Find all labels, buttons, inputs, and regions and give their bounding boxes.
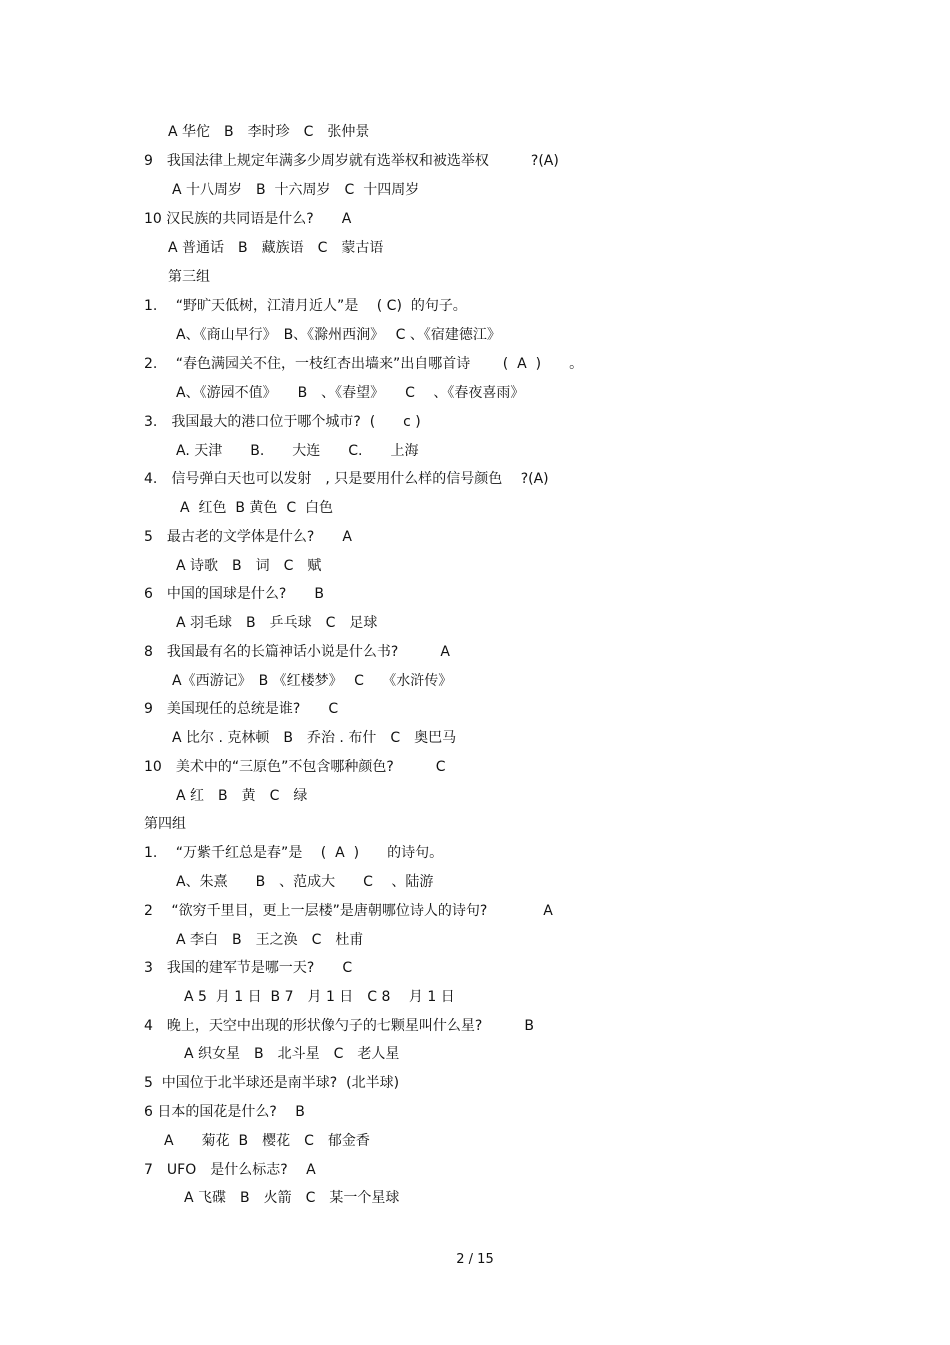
question-line: 8 我国最有名的长篇神话小说是什么书? A bbox=[144, 644, 450, 660]
question-line: 6 中国的国球是什么? B bbox=[144, 586, 324, 602]
answer-options-line: A、《游园不值》 B 、《春望》 C 、《春夜喜雨》 bbox=[176, 385, 525, 401]
question-line: 7 UFO 是什么标志? A bbox=[144, 1162, 316, 1178]
answer-options-line: A 比尔 . 克林顿 B 乔治 . 布什 C 奥巴马 bbox=[172, 730, 457, 746]
answer-options-line: A 羽毛球 B 乒乓球 C 足球 bbox=[176, 615, 378, 631]
page-number: 2 / 15 bbox=[456, 1252, 494, 1267]
answer-options-line: A. 天津 B. 大连 C. 上海 bbox=[176, 443, 419, 459]
answer-options-line: A 普通话 B 藏族语 C 蒙古语 bbox=[168, 240, 384, 256]
question-line: 5 中国位于北半球还是南半球? (北半球) bbox=[144, 1075, 400, 1091]
question-line: 3 我国的建军节是哪一天? C bbox=[144, 960, 353, 976]
answer-options-line: A 菊花 B 樱花 C 郁金香 bbox=[164, 1133, 370, 1149]
answer-options-line: A、朱熹 B 、范成大 C 、陆游 bbox=[176, 874, 434, 890]
question-line: 4. 信号弹白天也可以发射 , 只是要用什么样的信号颜色 ?(A) bbox=[144, 471, 549, 487]
answer-options-line: A 飞碟 B 火箭 C 某一个星球 bbox=[184, 1190, 400, 1206]
question-line: 4 晚上，天空中出现的形状像勺子的七颗星叫什么星? B bbox=[144, 1018, 534, 1034]
question-line: 10 汉民族的共同语是什么? A bbox=[144, 211, 352, 227]
answer-options-line: A 5 月 1 日 B 7 月 1 日 C 8 月 1 日 bbox=[184, 989, 455, 1005]
question-line: 2. “春色满园关不住，一枝红杏出墙来”出自哪首诗 ( A ) 。 bbox=[144, 356, 584, 372]
answer-options-line: A 红 B 黄 C 绿 bbox=[176, 788, 308, 804]
question-line: 6 日本的国花是什么? B bbox=[144, 1104, 305, 1120]
answer-options-line: A 红色 B 黄色 C 白色 bbox=[180, 500, 334, 516]
question-line: 3. 我国最大的港口位于哪个城市? ( c ) bbox=[144, 414, 421, 430]
answer-options-line: A 诗歌 B 词 C 赋 bbox=[176, 558, 322, 574]
question-line: 9 我国法律上规定年满多少周岁就有选举权和被选举权 ?(A) bbox=[144, 153, 559, 169]
question-line: 1. “万紫千红总是春”是 ( A ) 的诗句。 bbox=[144, 845, 444, 861]
answer-options-line: A 李白 B 王之涣 C 杜甫 bbox=[176, 932, 364, 948]
question-line: 2 “欲穷千里目，更上一层楼”是唐朝哪位诗人的诗句? A bbox=[144, 903, 553, 919]
answer-options-line: A《西游记》 B 《红楼梦》 C 《水浒传》 bbox=[172, 673, 453, 689]
question-line: 1. “野旷天低树，江清月近人”是 ( C) 的句子。 bbox=[144, 298, 467, 314]
answer-options-line: A 十八周岁 B 十六周岁 C 十四周岁 bbox=[172, 182, 420, 198]
question-line: 10 美术中的“三原色”不包含哪种颜色? C bbox=[144, 759, 446, 775]
answer-options-line: A 华佗 B 李时珍 C 张仲景 bbox=[168, 124, 370, 140]
answer-options-line: A 织女星 B 北斗星 C 老人星 bbox=[184, 1046, 400, 1062]
question-line: 9 美国现任的总统是谁? C bbox=[144, 701, 339, 717]
section-heading: 第三组 bbox=[168, 269, 210, 285]
question-line: 5 最古老的文学体是什么? A bbox=[144, 529, 352, 545]
answer-options-line: A、《商山早行》 B、《滁州西涧》 C 、《宿建德江》 bbox=[176, 327, 501, 343]
section-heading: 第四组 bbox=[144, 816, 186, 832]
